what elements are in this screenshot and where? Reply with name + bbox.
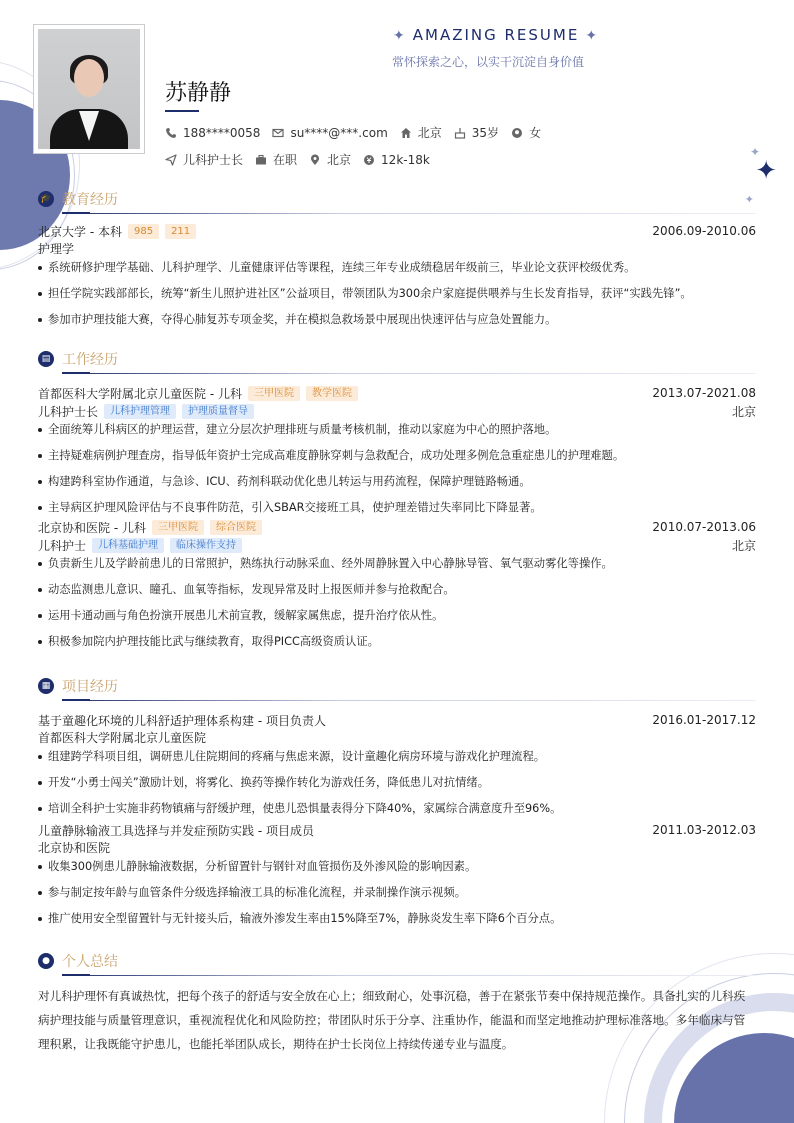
list-item: 参与制定按年龄与血管条件分级选择输液工具的标准化流程，并录制操作演示视频。 [38,883,756,909]
section-divider [38,699,756,703]
work-entry-header [38,518,756,536]
position-item: 儿科护士长 [165,151,243,168]
work-period: 2013.07-2021.08 [652,386,756,400]
phone-icon [165,127,177,139]
summary-text: 对儿科护理怀有真诚热忱，把每个孩子的舒适与安全放在心上；细致耐心，处事沉稳，善于在紧张节奏中保持规范操作。具备扎实的儿科疾病护理技能与质量管理意识，重视流程优化和风险防控；带团队时乐于分享、注重协作，能温和而坚定地推动护理标准落地。多年临床与管理积累，让我既能守护患儿，也能托举团队成长，期待在护士长岗位上持续传递专业与温度。 [38,989,746,1051]
major: 护理学 [38,242,75,256]
list-item: 收集300例患儿静脉输液数据，分析留置针与钢针对血管损伤及外渗风险的影响因素。 [38,857,756,883]
list-item: 负责新生儿及学龄前患儿的日常照护，熟练执行动脉采血、经外周静脉置入中心静脉导管、氧气驱动雾化等操作。 [38,554,756,580]
education-entry-header [38,222,756,240]
employer-tag: 三甲医院 [248,386,300,401]
education-section [38,188,756,336]
employer-name: 首都医科大学附属北京儿童医院 - 儿科 [38,386,242,401]
project-org: 首都医科大学附属北京儿童医院 [38,731,207,745]
list-item: 培训全科护士实施非药物镇痛与舒缓护理，使患儿恐惧量表得分下降40%，家属综合满意度升至96%。 [38,799,756,821]
section-title: 工作经历 [62,352,118,368]
home-icon [400,127,412,139]
section-header [38,188,756,210]
summary-section [38,950,756,1056]
role-tag: 儿科护理管理 [104,404,176,419]
briefcase-icon: ▤ [38,351,54,367]
role-tag: 护理质量督导 [182,404,254,419]
list-item: 构建跨科室协作通道，与急诊、ICU、药剂科联动优化患儿转运与用药流程，保障护理链路畅通。 [38,472,756,498]
sparkle-icon: ✦ [755,156,777,186]
gender-item: 女 [511,124,541,141]
work-role-line [38,402,756,420]
graduation-cap-icon: 🎓 [38,191,54,207]
work-section [38,348,756,658]
contact-row [165,124,541,141]
role-tag: 儿科基础护理 [92,538,164,553]
status-item: 在职 [255,151,297,168]
sparkle-small-icon: ✦ [744,193,754,206]
section-divider [38,212,756,216]
list-item: 主导病区护理风险评估与不良事件防范，引入SBAR交接班工具，使护理差错过失率同比下降显著。 [38,498,756,518]
employer-name: 北京协和医院 - 儿科 [38,520,146,535]
salary-item: 12k-18k [363,153,430,167]
section-divider [38,974,756,978]
project-bullets [38,747,756,821]
employer-tag: 教学医院 [306,386,358,401]
list-item: 动态监测患儿意识、瞳孔、血氧等指标，发现异常及时上报医师并参与抢救配合。 [38,580,756,606]
work-bullets [38,554,756,658]
work-period: 2010.07-2013.06 [652,520,756,534]
list-item: 全面统筹儿科病区的护理运营，建立分层次护理排班与质量考核机制，推动以家庭为中心的照护落地。 [38,420,756,446]
coin-icon [363,154,375,166]
profile-photo [38,29,140,149]
location-pin-icon [309,154,321,166]
city-item: 北京 [400,124,442,141]
work-location: 北京 [731,404,756,419]
brand-subtitle: 常怀探索之心，以实干沉淀自身价值 [392,55,585,69]
section-title: 教育经历 [62,192,118,208]
age-item: 35岁 [454,124,499,141]
list-item: 系统研修护理学基础、儿科护理学、儿童健康评估等课程，连续三年专业成绩稳居年级前三，毕业论文获评校级优秀。 [38,258,756,284]
project-entry-header [38,821,756,839]
sparkle-small-icon: ✦ [749,145,760,159]
list-item: 推广使用安全型留置针与无针接头后，输液外渗发生率由15%降至7%，静脉炎发生率下降6个百分点。 [38,909,756,935]
phone-item: 188****0058 [165,126,260,140]
mail-icon [272,127,284,139]
grid-icon: ▦ [38,678,54,694]
education-bullets [38,258,756,336]
list-item: 主持疑难病例护理查房，指导低年资护士完成高难度静脉穿刺与急救配合，成功处理多例危急重症患儿的护理难题。 [38,446,756,472]
school-name: 北京大学 - 本科 [38,224,122,239]
profile-photo-frame [33,24,145,154]
work-entry-header [38,384,756,402]
cake-icon [454,127,466,139]
job-intent-row [165,151,430,168]
target-city-item: 北京 [309,151,351,168]
email-item: su****@***.com [272,126,387,140]
section-header [38,675,756,697]
education-period: 2006.09-2010.06 [652,224,756,238]
work-location: 北京 [731,538,756,553]
list-item: 担任学院实践部部长，统筹“新生儿照护进社区”公益项目，带领团队为300余户家庭提供喂养与生长发育指导，获评“实践先锋”。 [38,284,756,310]
briefcase-icon [255,154,267,166]
project-bullets [38,857,756,935]
project-period: 2016.01-2017.12 [652,713,756,727]
school-tag: 985 [128,224,159,239]
section-header [38,950,756,972]
section-divider [38,372,756,376]
school-tag: 211 [165,224,196,239]
projects-section [38,675,756,935]
brand-title: ✦ AMAZING RESUME ✦ [393,26,600,44]
project-org: 北京协和医院 [38,841,111,855]
list-item: 参加市护理技能大赛，夺得心肺复苏专项金奖，并在模拟急救场景中展现出快速评估与应急处置能力。 [38,310,756,336]
gender-icon [511,127,523,139]
role-tag: 临床操作支持 [170,538,242,553]
work-role-line [38,536,756,554]
list-item: 积极参加院内护理技能比武与继续教育，取得PICC高级资质认证。 [38,632,756,658]
project-name: 儿童静脉输液工具选择与并发症预防实践 - 项目成员 [38,823,314,838]
candidate-name: 苏静静 [165,81,232,106]
employer-tag: 三甲医院 [152,520,204,535]
project-name: 基于童趣化环境的儿科舒适护理体系构建 - 项目负责人 [38,713,326,728]
send-icon [165,154,177,166]
project-entry-header [38,711,756,729]
user-icon: ● [38,953,54,969]
section-header [38,348,756,370]
sparkle-icon: ✦ [585,28,600,44]
sparkle-icon: ✦ [393,28,407,44]
list-item: 运用卡通动画与角色扮演开展患儿术前宣教，缓解家属焦虑，提升治疗依从性。 [38,606,756,632]
list-item: 组建跨学科项目组，调研患儿住院期间的疼痛与焦虑来源，设计童趣化病房环境与游戏化护理流程。 [38,747,756,773]
name-underline [165,110,199,112]
project-period: 2011.03-2012.03 [652,823,756,837]
job-role: 儿科护士 [38,538,87,553]
job-role: 儿科护士长 [38,404,99,419]
employer-tag: 综合医院 [210,520,262,535]
list-item: 开发“小勇士闯关”激励计划，将雾化、换药等操作转化为游戏任务，降低患儿对抗情绪。 [38,773,756,799]
section-title: 项目经历 [62,679,118,695]
work-bullets [38,420,756,518]
section-title: 个人总结 [62,954,118,970]
